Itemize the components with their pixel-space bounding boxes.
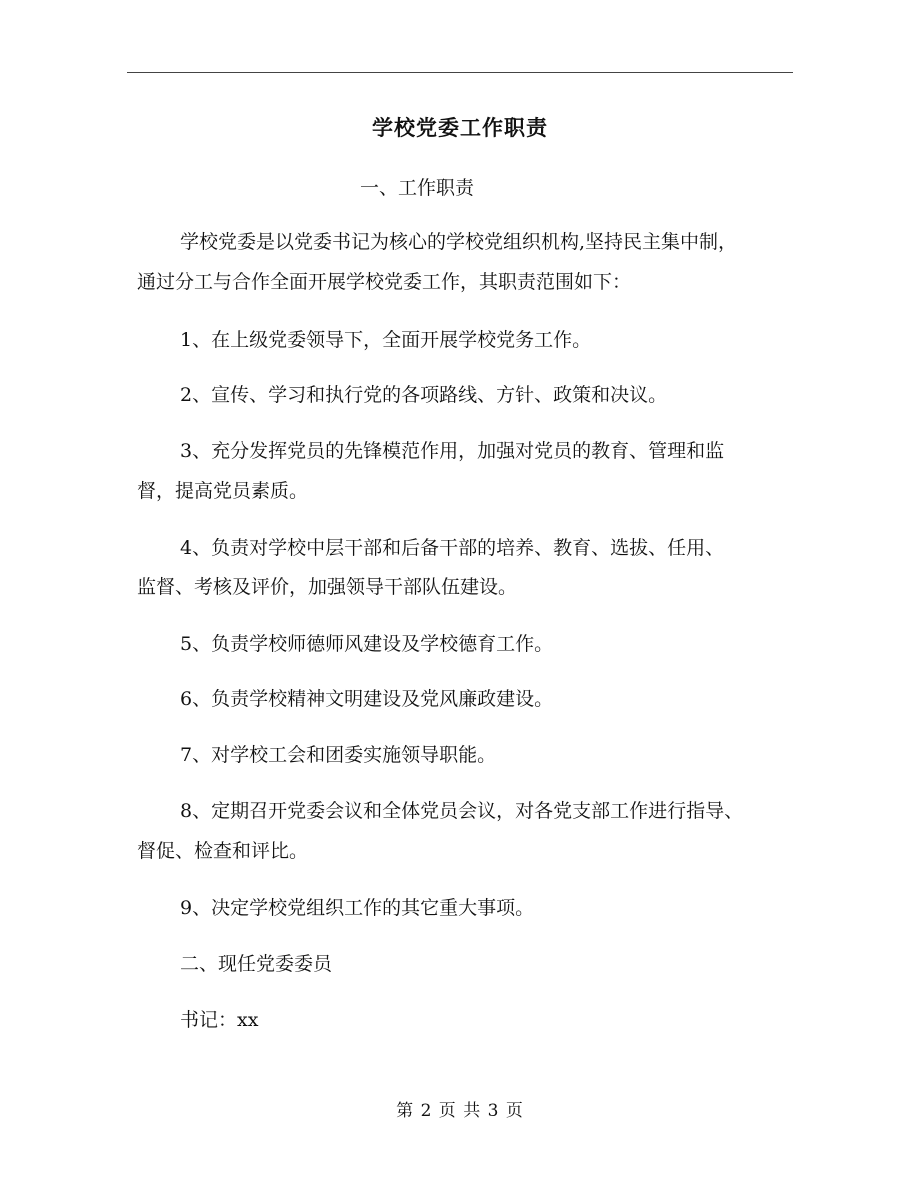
duty-item-2: 2、宣传、学习和执行党的各项路线、方针、政策和决议。 xyxy=(180,384,668,406)
duty-item-4-line-1: 4、负责对学校中层干部和后备干部的培养、教育、选拔、任用、 xyxy=(180,537,725,559)
duty-item-3-line-1: 3、充分发挥党员的先锋模范作用，加强对党员的教育、管理和监 xyxy=(180,440,725,462)
duty-item-7: 7、对学校工会和团委实施领导职能。 xyxy=(180,744,497,766)
document-title: 学校党委工作职责 xyxy=(372,115,548,140)
section-heading-members: 二、现任党委委员 xyxy=(180,953,333,975)
intro-paragraph-line-2: 通过分工与合作全面开展学校党委工作，其职责范围如下： xyxy=(137,271,632,293)
page-number: 第 2 页 共 3 页 xyxy=(396,1101,524,1121)
header-rule xyxy=(127,72,793,73)
section-heading-duties: 一、工作职责 xyxy=(360,177,475,199)
duty-item-6: 6、负责学校精神文明建设及党风廉政建设。 xyxy=(180,688,554,710)
duty-item-8-line-1: 8、定期召开党委会议和全体党员会议，对各党支部工作进行指导、 xyxy=(180,800,744,822)
duty-item-8-line-2: 督促、检查和评比。 xyxy=(137,840,309,862)
duty-item-9: 9、决定学校党组织工作的其它重大事项。 xyxy=(180,897,535,919)
duty-item-4-line-2: 监督、考核及评价，加强领导干部队伍建设。 xyxy=(137,576,518,598)
intro-paragraph-line-1: 学校党委是以党委书记为核心的学校党组织机构,坚持民主集中制， xyxy=(180,231,738,253)
duty-item-3-line-2: 督，提高党员素质。 xyxy=(137,480,309,502)
duty-item-5: 5、负责学校师德师风建设及学校德育工作。 xyxy=(180,633,554,655)
secretary-entry: 书记：xx xyxy=(180,1009,259,1031)
duty-item-1: 1、在上级党委领导下，全面开展学校党务工作。 xyxy=(180,329,592,351)
